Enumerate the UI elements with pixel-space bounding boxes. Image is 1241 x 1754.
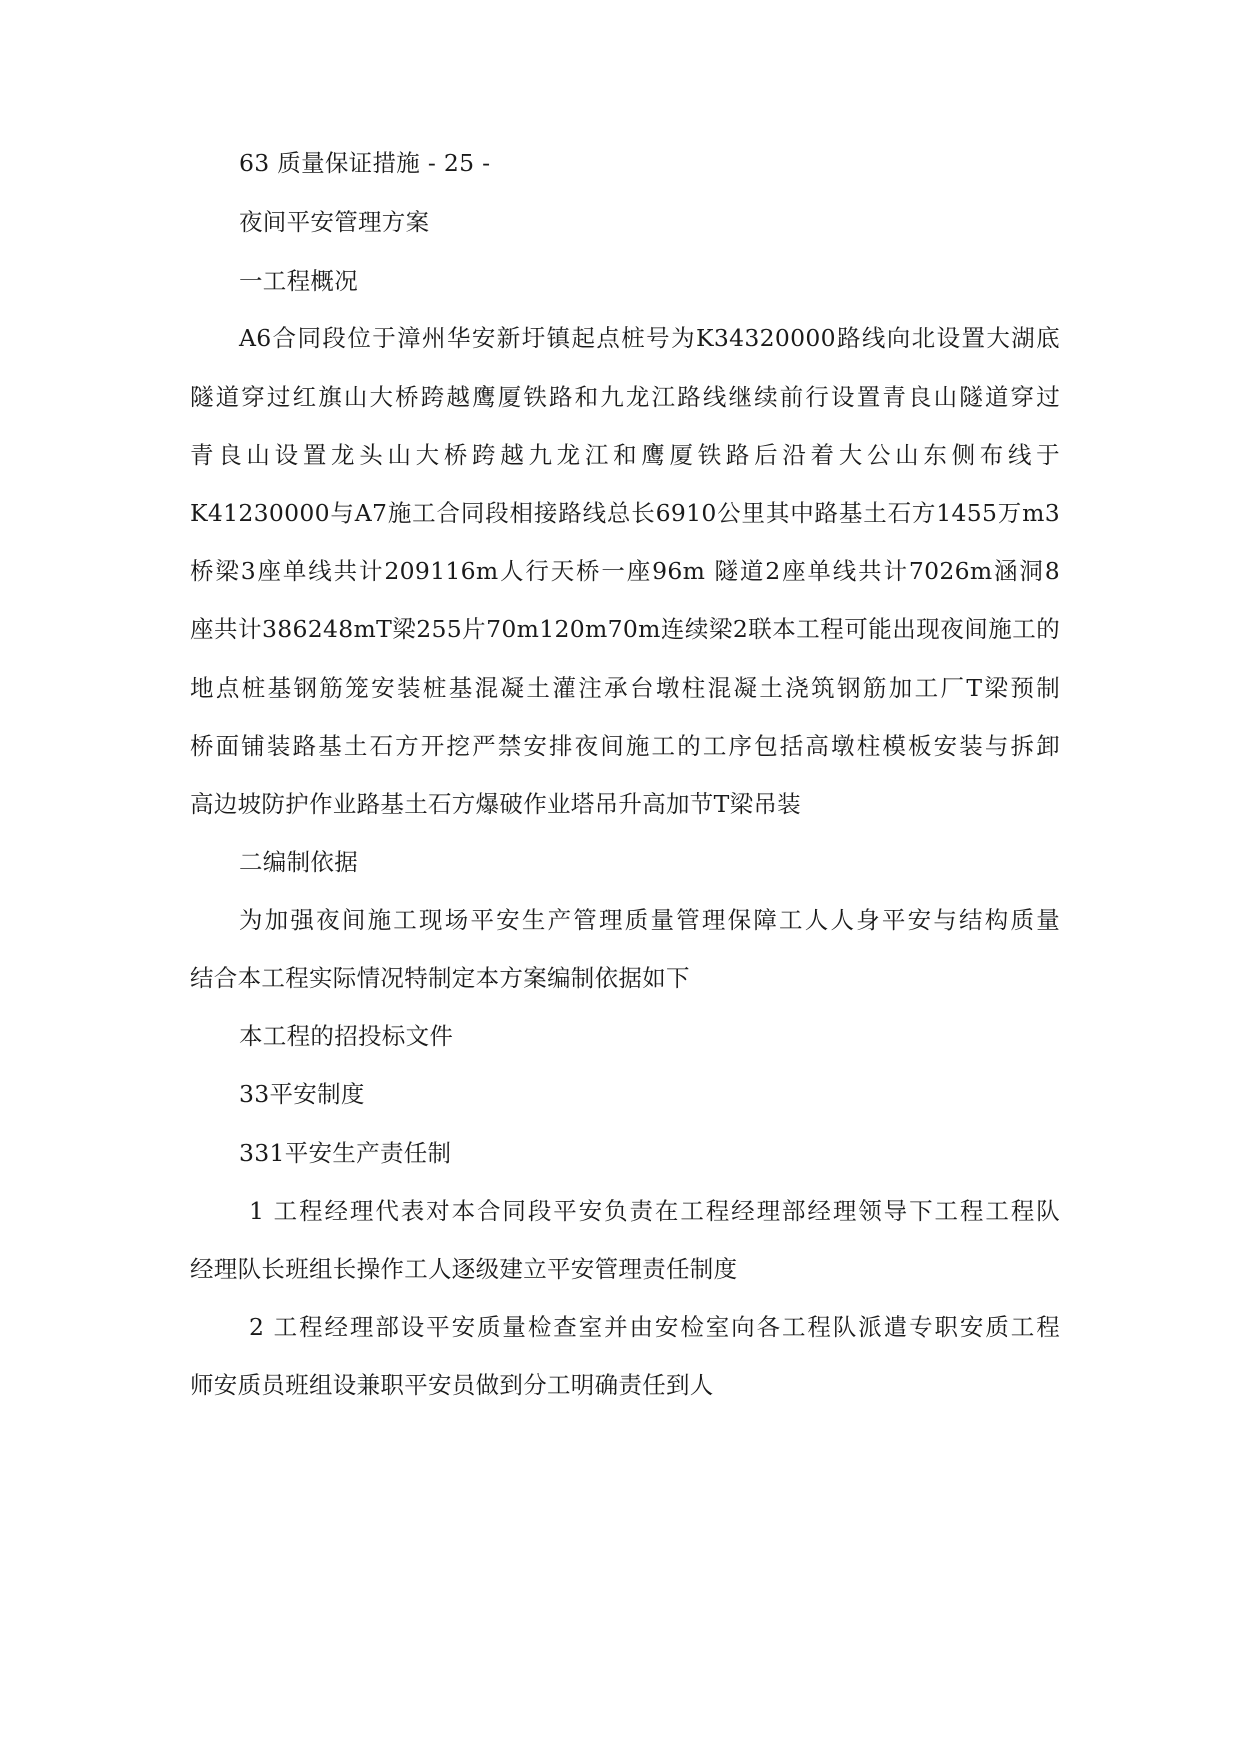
- paragraph-line: 桥面铺装路基土石方开挖严禁安排夜间施工的工序包括高墩柱模板安装与拆卸: [190, 732, 1060, 760]
- paragraph-line: 经理队长班组长操作工人逐级建立平安管理责任制度: [190, 1255, 738, 1283]
- paragraph-line: 桥梁3座单线共计209116m人行天桥一座96m 隧道2座单线共计7026m涵洞8: [190, 557, 1060, 585]
- paragraph-line: 为加强夜间施工现场平安生产管理质量管理保障工人人身平安与结构质量: [239, 906, 1060, 934]
- paragraph-line: 2 工程经理部设平安质量检查室并由安检室向各工程队派遣专职安质工程: [249, 1313, 1060, 1341]
- paragraph-line: 高边坡防护作业路基土石方爆破作业塔吊升高加节T梁吊装: [190, 790, 801, 818]
- document-title: 夜间平安管理方案: [239, 208, 430, 236]
- paragraph-line: 1 工程经理代表对本合同段平安负责在工程经理部经理领导下工程工程队: [249, 1197, 1060, 1225]
- section-heading-overview: 一工程概况: [239, 267, 358, 295]
- paragraph-line: 地点桩基钢筋笼安装桩基混凝土灌注承台墩柱混凝土浇筑钢筋加工厂T梁预制: [190, 674, 1060, 702]
- list-item: 本工程的招投标文件: [239, 1022, 454, 1050]
- paragraph-line: 结合本工程实际情况特制定本方案编制依据如下: [190, 964, 690, 992]
- paragraph-line: 青良山设置龙头山大桥跨越九龙江和鹰厦铁路后沿着大公山东侧布线于: [190, 441, 1060, 469]
- paragraph-line: A6合同段位于漳州华安新圩镇起点桩号为K34320000路线向北设置大湖底: [239, 324, 1060, 352]
- paragraph-line: K41230000与A7施工合同段相接路线总长6910公里其中路基土石方1455万m3: [190, 499, 1060, 527]
- section-heading-basis: 二编制依据: [239, 848, 358, 876]
- paragraph-line: 隧道穿过红旗山大桥跨越鹰厦铁路和九龙江路线继续前行设置青良山隧道穿过: [190, 383, 1060, 411]
- paragraph-line: 师安质员班组设兼职平安员做到分工明确责任到人: [190, 1371, 714, 1399]
- paragraph-line: 座共计386248mT梁255片70m120m70m连续梁2联本工程可能出现夜间施工的: [190, 615, 1060, 643]
- section-heading-responsibility: 331平安生产责任制: [239, 1139, 452, 1167]
- section-heading-safety-system: 33平安制度: [239, 1080, 365, 1108]
- toc-entry: 63 质量保证措施 - 25 -: [239, 149, 491, 177]
